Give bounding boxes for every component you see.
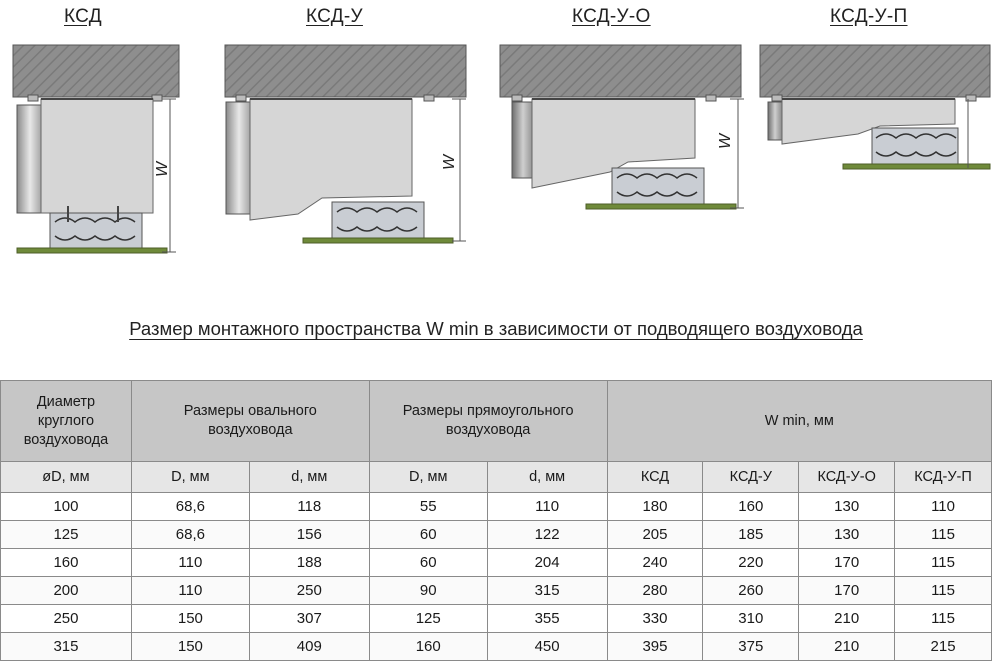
ceiling-panel: [586, 204, 736, 209]
table-cell: 130: [799, 493, 895, 521]
table-cell: 115: [895, 521, 992, 549]
table-cell: 150: [131, 633, 249, 661]
subheader-cell: КСД-У: [703, 462, 799, 493]
table-cell: 160: [369, 633, 487, 661]
header-wmin: W min, мм: [607, 381, 991, 462]
table-cell: 110: [487, 493, 607, 521]
table-cell: 60: [369, 549, 487, 577]
table-title: Размер монтажного пространства W min в зависимости от подводящего воздуховода: [129, 318, 863, 339]
table-cell: 450: [487, 633, 607, 661]
ceiling-panel: [303, 238, 453, 243]
table-row: [1, 549, 992, 577]
duct: [768, 102, 782, 140]
table-cell: 215: [895, 633, 992, 661]
table-cell: 125: [1, 521, 132, 549]
table-cell: 115: [895, 577, 992, 605]
subheader-row: [1, 462, 992, 493]
subheader-cell: d, мм: [487, 462, 607, 493]
table-cell: 210: [799, 633, 895, 661]
subheader-cell: D, мм: [131, 462, 249, 493]
table-cell: 260: [703, 577, 799, 605]
table-cell: 110: [895, 493, 992, 521]
table-row: [1, 577, 992, 605]
dimension-label: W: [154, 161, 171, 177]
duct: [226, 102, 252, 214]
subheader-cell: КСД: [607, 462, 703, 493]
table-cell: 160: [1, 549, 132, 577]
table-cell: 240: [607, 549, 703, 577]
table-cell: 310: [703, 605, 799, 633]
table-cell: 156: [249, 521, 369, 549]
ceiling-slab: [13, 45, 179, 97]
table-row: [1, 605, 992, 633]
ceiling-slab: [225, 45, 466, 97]
table-cell: 55: [369, 493, 487, 521]
subheader-cell: КСД-У-П: [895, 462, 992, 493]
duct: [512, 102, 534, 178]
table-cell: 118: [249, 493, 369, 521]
subheader-cell: КСД-У-О: [799, 462, 895, 493]
table-cell: 110: [131, 577, 249, 605]
table-cell: 130: [799, 521, 895, 549]
ceiling-slab: [760, 45, 990, 97]
drawing-ksd-u: [225, 45, 466, 243]
table-cell: 100: [1, 493, 132, 521]
table-cell: 68,6: [131, 521, 249, 549]
table-cell: 110: [131, 549, 249, 577]
table-row: [1, 633, 992, 661]
table-cell: 60: [369, 521, 487, 549]
table-cell: 150: [131, 605, 249, 633]
table-cell: 409: [249, 633, 369, 661]
drawing-ksd-u-o: [500, 45, 744, 209]
table-cell: 205: [607, 521, 703, 549]
table-cell: 185: [703, 521, 799, 549]
table-cell: 68,6: [131, 493, 249, 521]
subheader-cell: d, мм: [249, 462, 369, 493]
table-cell: 395: [607, 633, 703, 661]
table-cell: 200: [1, 577, 132, 605]
table-cell: 204: [487, 549, 607, 577]
installation-drawings: [0, 0, 992, 300]
table-cell: 315: [487, 577, 607, 605]
table-cell: 122: [487, 521, 607, 549]
dimension-label: W: [441, 154, 458, 170]
table-cell: 375: [703, 633, 799, 661]
drawing-ksd-u-p: [760, 45, 990, 169]
table-cell: 220: [703, 549, 799, 577]
table-cell: 180: [607, 493, 703, 521]
model-label-ksd: КСД: [64, 6, 102, 27]
table-cell: 210: [799, 605, 895, 633]
table-row: [1, 521, 992, 549]
header-rect-duct: Размеры прямоугольного воздуховода: [369, 381, 607, 462]
ceiling-panel: [17, 248, 167, 253]
model-label-ksd-u-o: КСД-У-О: [572, 6, 651, 27]
table-cell: 170: [799, 549, 895, 577]
ceiling-slab: [500, 45, 741, 97]
table-cell: 315: [1, 633, 132, 661]
table-cell: 307: [249, 605, 369, 633]
table-cell: 250: [249, 577, 369, 605]
header-round-duct: Диаметр круглого воздуховода: [1, 381, 132, 462]
table-body: [1, 493, 992, 661]
table-cell: 115: [895, 549, 992, 577]
table-cell: 125: [369, 605, 487, 633]
table-cell: 330: [607, 605, 703, 633]
dimension-label: W: [717, 133, 734, 149]
subheader-cell: øD, мм: [1, 462, 132, 493]
table-cell: 250: [1, 605, 132, 633]
table-cell: 170: [799, 577, 895, 605]
table-row: [1, 493, 992, 521]
table-cell: 90: [369, 577, 487, 605]
table-cell: 115: [895, 605, 992, 633]
plenum-box: [41, 99, 153, 213]
drawing-ksd: [13, 45, 179, 253]
header-oval-duct: Размеры овального воздуховода: [131, 381, 369, 462]
subheader-cell: D, мм: [369, 462, 487, 493]
duct: [17, 105, 43, 213]
model-label-ksd-u-p: КСД-У-П: [830, 6, 908, 27]
model-label-ksd-u: КСД-У: [306, 6, 363, 27]
table-cell: 160: [703, 493, 799, 521]
table-cell: 280: [607, 577, 703, 605]
spec-table: [0, 380, 992, 661]
table-cell: 188: [249, 549, 369, 577]
table-cell: 355: [487, 605, 607, 633]
